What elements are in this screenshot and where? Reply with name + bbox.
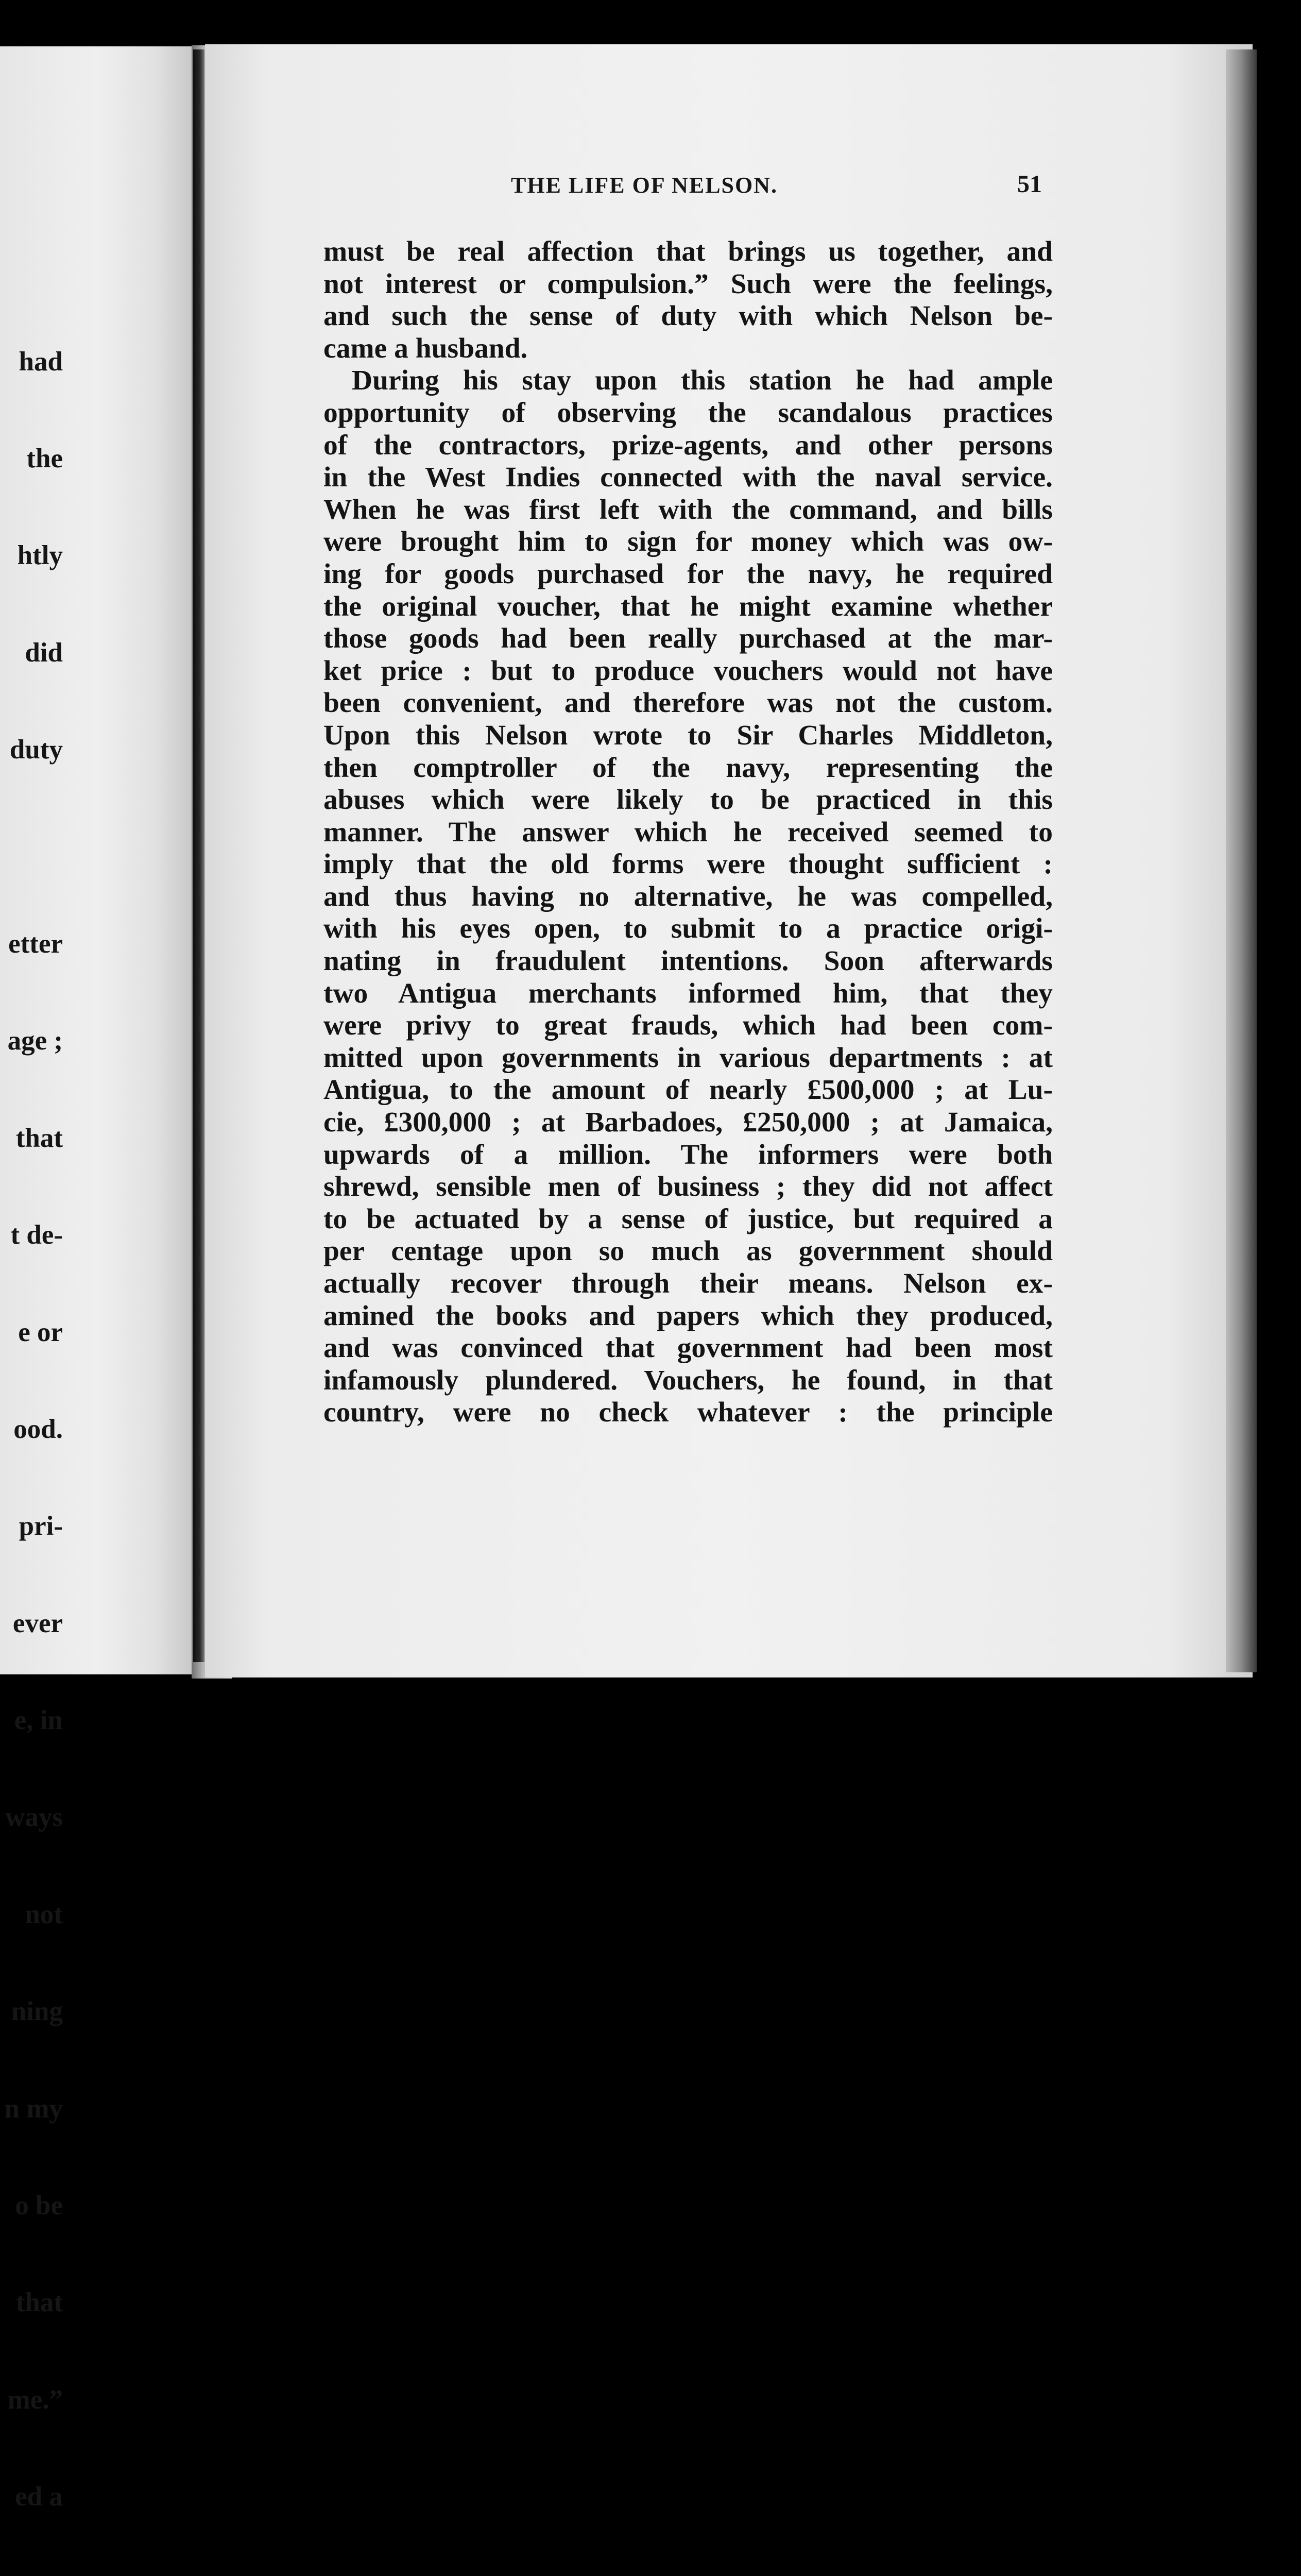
left-line-fragment bbox=[0, 831, 63, 863]
left-line-fragment: did bbox=[25, 637, 63, 668]
text-line: to be actuated by a sense of justice, but required a bbox=[323, 1203, 1053, 1235]
left-line-fragment: me.” bbox=[7, 2384, 63, 2415]
left-line-fragment: age ; bbox=[7, 1026, 63, 1056]
text-line: with his eyes open, to submit to a practice origi- bbox=[323, 913, 1053, 945]
text-line: infamously plundered. Vouchers, he found, in that bbox=[323, 1364, 1053, 1396]
left-line-fragment: htly bbox=[17, 540, 63, 571]
text-line: been convenient, and therefore was not the custom. bbox=[323, 687, 1053, 719]
left-line-fragment: ood. bbox=[13, 1414, 63, 1444]
left-line-fragment: n my bbox=[4, 2093, 63, 2124]
text-line: the original voucher, that he might examine whether bbox=[323, 590, 1053, 622]
text-line: two Antigua merchants informed him, that they bbox=[323, 977, 1053, 1009]
text-line: opportunity of observing the scandalous practices bbox=[323, 397, 1053, 429]
text-line: were privy to great frauds, which had been com- bbox=[323, 1010, 1053, 1042]
text-line: those goods had been really purchased at the mar- bbox=[323, 623, 1053, 655]
text-line: nating in fraudulent intentions. Soon afterwards bbox=[323, 945, 1053, 977]
text-line: ket price : but to produce vouchers would not have bbox=[323, 655, 1053, 687]
left-line-fragment: had bbox=[19, 346, 63, 377]
text-line: actually recover through their means. Nelson ex- bbox=[323, 1268, 1053, 1299]
page-edge-shadow bbox=[1226, 49, 1257, 1672]
text-line: Antigua, to the amount of nearly £500,000 ; at Lu- bbox=[323, 1074, 1053, 1106]
text-line: During his stay upon this station he had ample bbox=[352, 365, 1053, 397]
text-line: in the West Indies connected with the naval service. bbox=[323, 462, 1053, 494]
text-line: Upon this Nelson wrote to Sir Charles Middleton, bbox=[323, 719, 1053, 751]
left-page-text bbox=[0, 281, 63, 2576]
left-line-fragment: ever bbox=[12, 1608, 63, 1638]
left-line-fragment: ning bbox=[11, 1996, 63, 2027]
text-line: per centage upon so much as government should bbox=[323, 1235, 1053, 1267]
text-line: and such the sense of duty with which Nelson be- bbox=[323, 300, 1053, 332]
text-line: imply that the old forms were thought sufficient : bbox=[323, 849, 1053, 880]
body-text bbox=[323, 236, 1053, 1429]
binding-shadow bbox=[193, 49, 204, 1662]
text-line: upwards of a million. The informers were both bbox=[323, 1139, 1053, 1171]
text-line: amined the books and papers which they produced, bbox=[323, 1300, 1053, 1332]
left-line-fragment: that bbox=[15, 1123, 63, 1153]
text-line: cie, £300,000 ; at Barbadoes, £250,000 ; at Jamaica, bbox=[323, 1107, 1053, 1139]
left-line-fragment: e or bbox=[18, 1317, 63, 1347]
text-line: not interest or compulsion.” Such were the feelings, bbox=[323, 268, 1053, 300]
left-line-fragment: not bbox=[25, 1899, 63, 1929]
text-line: country, were no check whatever : the principle bbox=[323, 1397, 1053, 1429]
text-line: came a husband. bbox=[323, 332, 528, 364]
page-number: 51 bbox=[1017, 171, 1042, 198]
text-line: ing for goods purchased for the navy, he required bbox=[323, 558, 1053, 590]
left-line-fragment: etter bbox=[8, 928, 63, 959]
text-line: mitted upon governments in various departments : at bbox=[323, 1042, 1053, 1074]
text-line: shrewd, sensible men of business ; they did not affect bbox=[323, 1171, 1053, 1203]
left-line-fragment: the bbox=[26, 443, 63, 473]
left-line-fragment: t de- bbox=[10, 1220, 63, 1250]
running-head: THE LIFE OF NELSON. bbox=[511, 173, 778, 198]
left-line-fragment: duty bbox=[9, 735, 63, 765]
text-line: and thus having no alternative, he was compelled, bbox=[323, 880, 1053, 912]
text-line: then comptroller of the navy, representing the bbox=[323, 752, 1053, 784]
text-line: manner. The answer which he received seemed to bbox=[323, 816, 1053, 848]
text-line: and was convinced that government had been most bbox=[323, 1332, 1053, 1364]
left-line-fragment: pri- bbox=[19, 1511, 63, 1541]
left-line-fragment: ed a bbox=[15, 2482, 63, 2512]
text-line: When he was first left with the command, and bills bbox=[323, 494, 1053, 526]
text-line: were brought him to sign for money which was ow- bbox=[323, 526, 1053, 558]
left-line-fragment: e, in bbox=[14, 1705, 63, 1736]
left-line-fragment: that bbox=[15, 2287, 63, 2318]
left-line-fragment: ways bbox=[5, 1802, 63, 1833]
text-line: of the contractors, prize-agents, and other persons bbox=[323, 429, 1053, 461]
left-line-fragment: o be bbox=[15, 2191, 63, 2221]
text-line: must be real affection that brings us together, and bbox=[323, 236, 1053, 267]
left-page bbox=[0, 46, 192, 2512]
text-line: abuses which were likely to be practiced in this bbox=[323, 784, 1053, 816]
